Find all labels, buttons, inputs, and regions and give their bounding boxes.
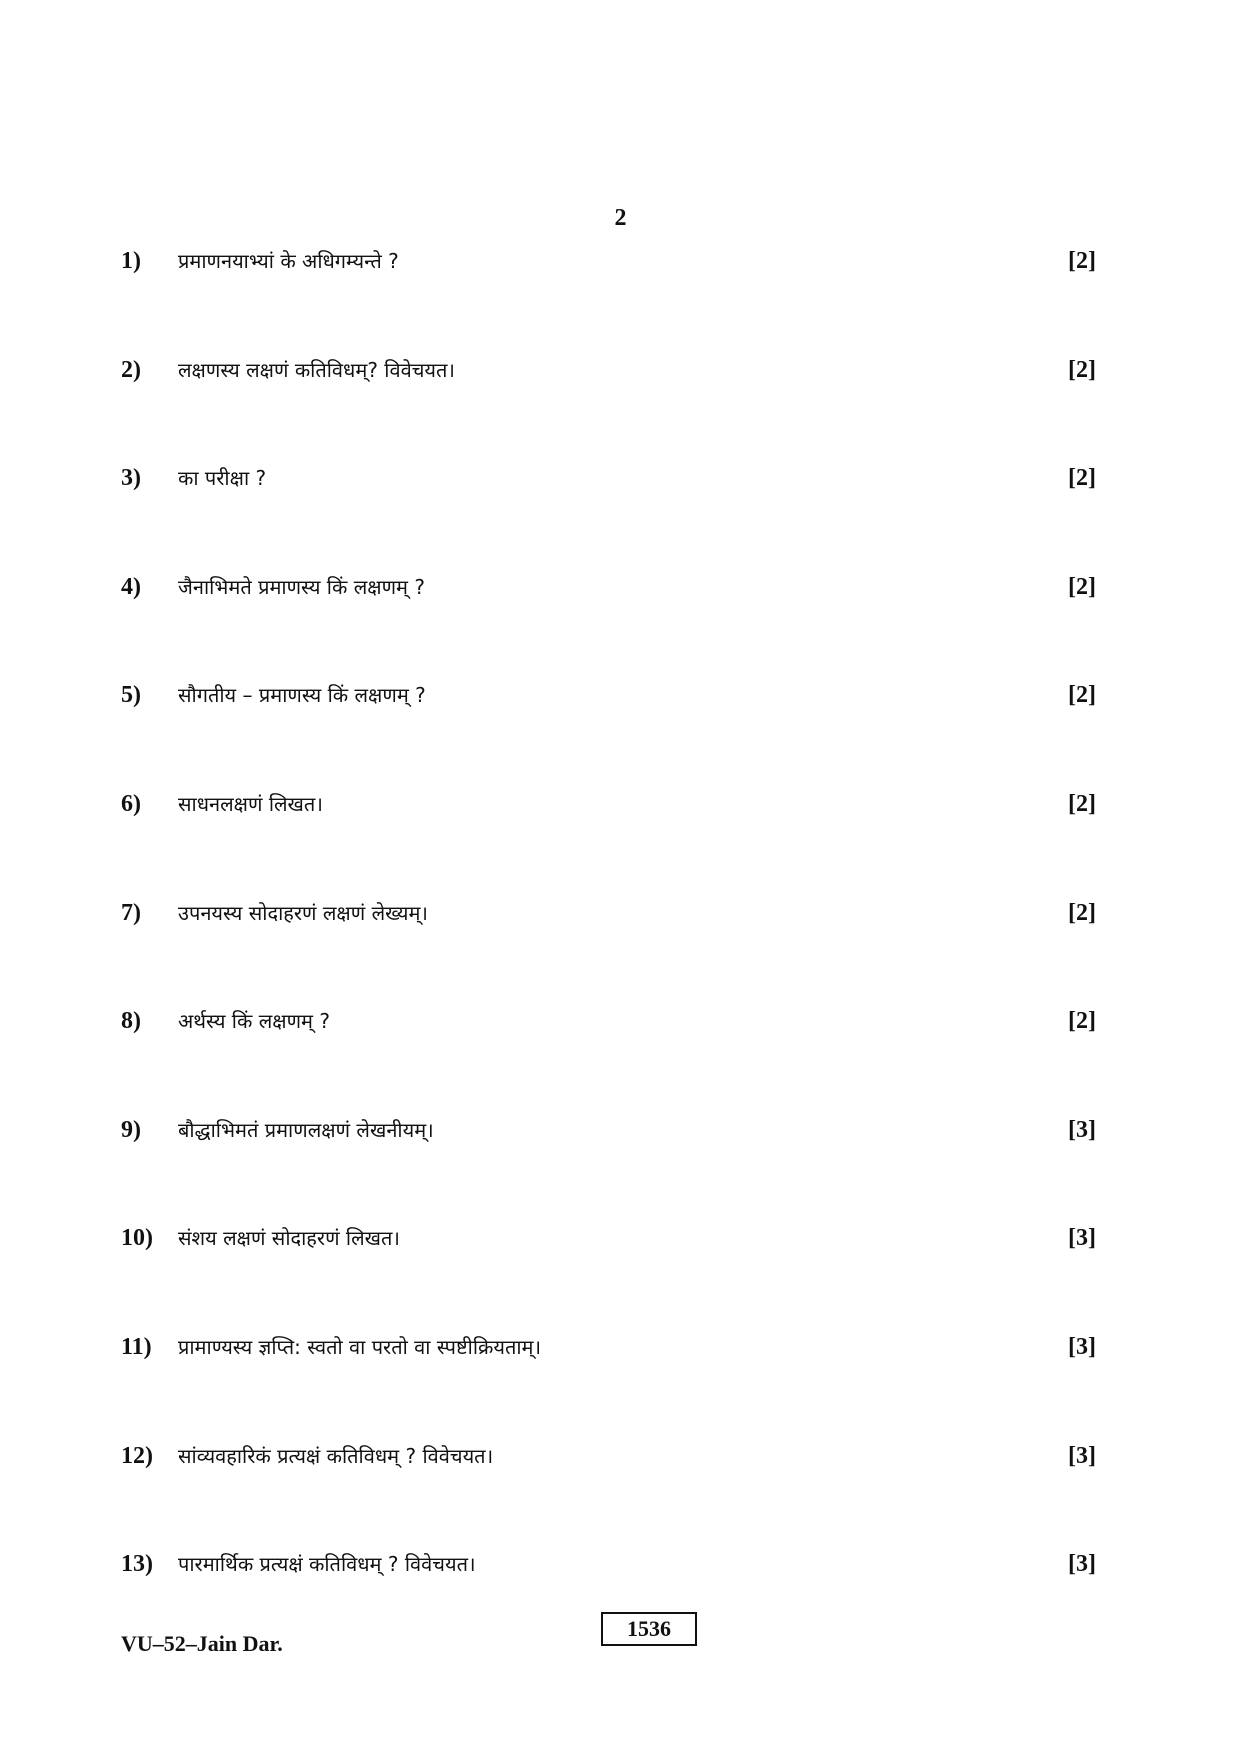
question-item <box>0 787 1241 896</box>
question-number: 7) <box>121 899 141 926</box>
question-item <box>0 1004 1241 1113</box>
question-item <box>0 244 1241 353</box>
question-text: पारमार्थिक प्रत्यक्षं कतिविधम् ? विवेचयत। <box>178 1552 476 1577</box>
question-item <box>0 1439 1241 1548</box>
question-number: 5) <box>121 682 141 709</box>
question-text: साधनलक्षणं लिखत। <box>178 791 323 816</box>
question-number: 4) <box>121 573 141 600</box>
question-number: 6) <box>121 790 141 817</box>
question-marks: [3] <box>1068 1333 1096 1360</box>
question-item <box>0 1221 1241 1330</box>
question-marks: [3] <box>1068 1116 1096 1143</box>
question-marks: [2] <box>1068 356 1096 383</box>
paper-number-box: 1536 <box>601 1612 697 1646</box>
question-number: 1) <box>121 248 141 274</box>
question-text: लक्षणस्य लक्षणं कतिविधम्? विवेचयत। <box>178 357 455 382</box>
question-marks: [2] <box>1068 682 1096 709</box>
question-marks: [3] <box>1068 1225 1096 1252</box>
question-item <box>0 678 1241 787</box>
question-number: 11) <box>121 1333 152 1360</box>
question-list <box>0 244 1241 1656</box>
question-item <box>0 570 1241 679</box>
question-number: 8) <box>121 1008 141 1035</box>
question-marks: [3] <box>1068 1551 1096 1578</box>
question-text: जैनाभिमते प्रमाणस्य किं लक्षणम् ? <box>178 574 425 599</box>
question-marks: [2] <box>1068 573 1096 600</box>
question-marks: [3] <box>1068 1442 1096 1469</box>
question-marks: [2] <box>1068 248 1096 274</box>
question-number: 9) <box>121 1116 141 1143</box>
question-text: प्रमाणनयाभ्यां के अधिगम्यन्ते ? <box>178 249 399 273</box>
question-number: 2) <box>121 356 141 383</box>
question-marks: [2] <box>1068 1008 1096 1035</box>
question-marks: [2] <box>1068 790 1096 817</box>
question-item <box>0 461 1241 570</box>
question-marks: [2] <box>1068 899 1096 926</box>
question-text: का परीक्षा ? <box>178 466 267 491</box>
question-text: सांव्यवहारिकं प्रत्यक्षं कतिविधम् ? विवेचयत। <box>178 1443 494 1468</box>
question-text: सौगतीय – प्रमाणस्य किं लक्षणम् ? <box>178 683 426 708</box>
question-number: 3) <box>121 465 141 492</box>
question-item <box>0 1113 1241 1222</box>
page-number: 2 <box>614 205 627 231</box>
question-text: बौद्धाभिमतं प्रमाणलक्षणं लेखनीयम्। <box>178 1117 434 1142</box>
question-text: प्रामाण्यस्य ज्ञप्ति: स्वतो वा परतो वा स्पष्टीक्रियताम्। <box>178 1334 542 1359</box>
question-number: 12) <box>121 1442 153 1469</box>
question-item <box>0 353 1241 462</box>
question-text: उपनयस्य सोदाहरणं लक्षणं लेख्यम्। <box>178 900 428 925</box>
question-text: अर्थस्य किं लक्षणम् ? <box>178 1009 330 1034</box>
question-item <box>0 1330 1241 1439</box>
question-item <box>0 896 1241 1005</box>
paper-code: VU–52–Jain Dar. <box>121 1631 283 1656</box>
question-marks: [2] <box>1068 465 1096 492</box>
question-number: 13) <box>121 1551 153 1578</box>
question-number: 10) <box>121 1225 153 1252</box>
question-text: संशय लक्षणं सोदाहरणं लिखत। <box>178 1226 400 1251</box>
